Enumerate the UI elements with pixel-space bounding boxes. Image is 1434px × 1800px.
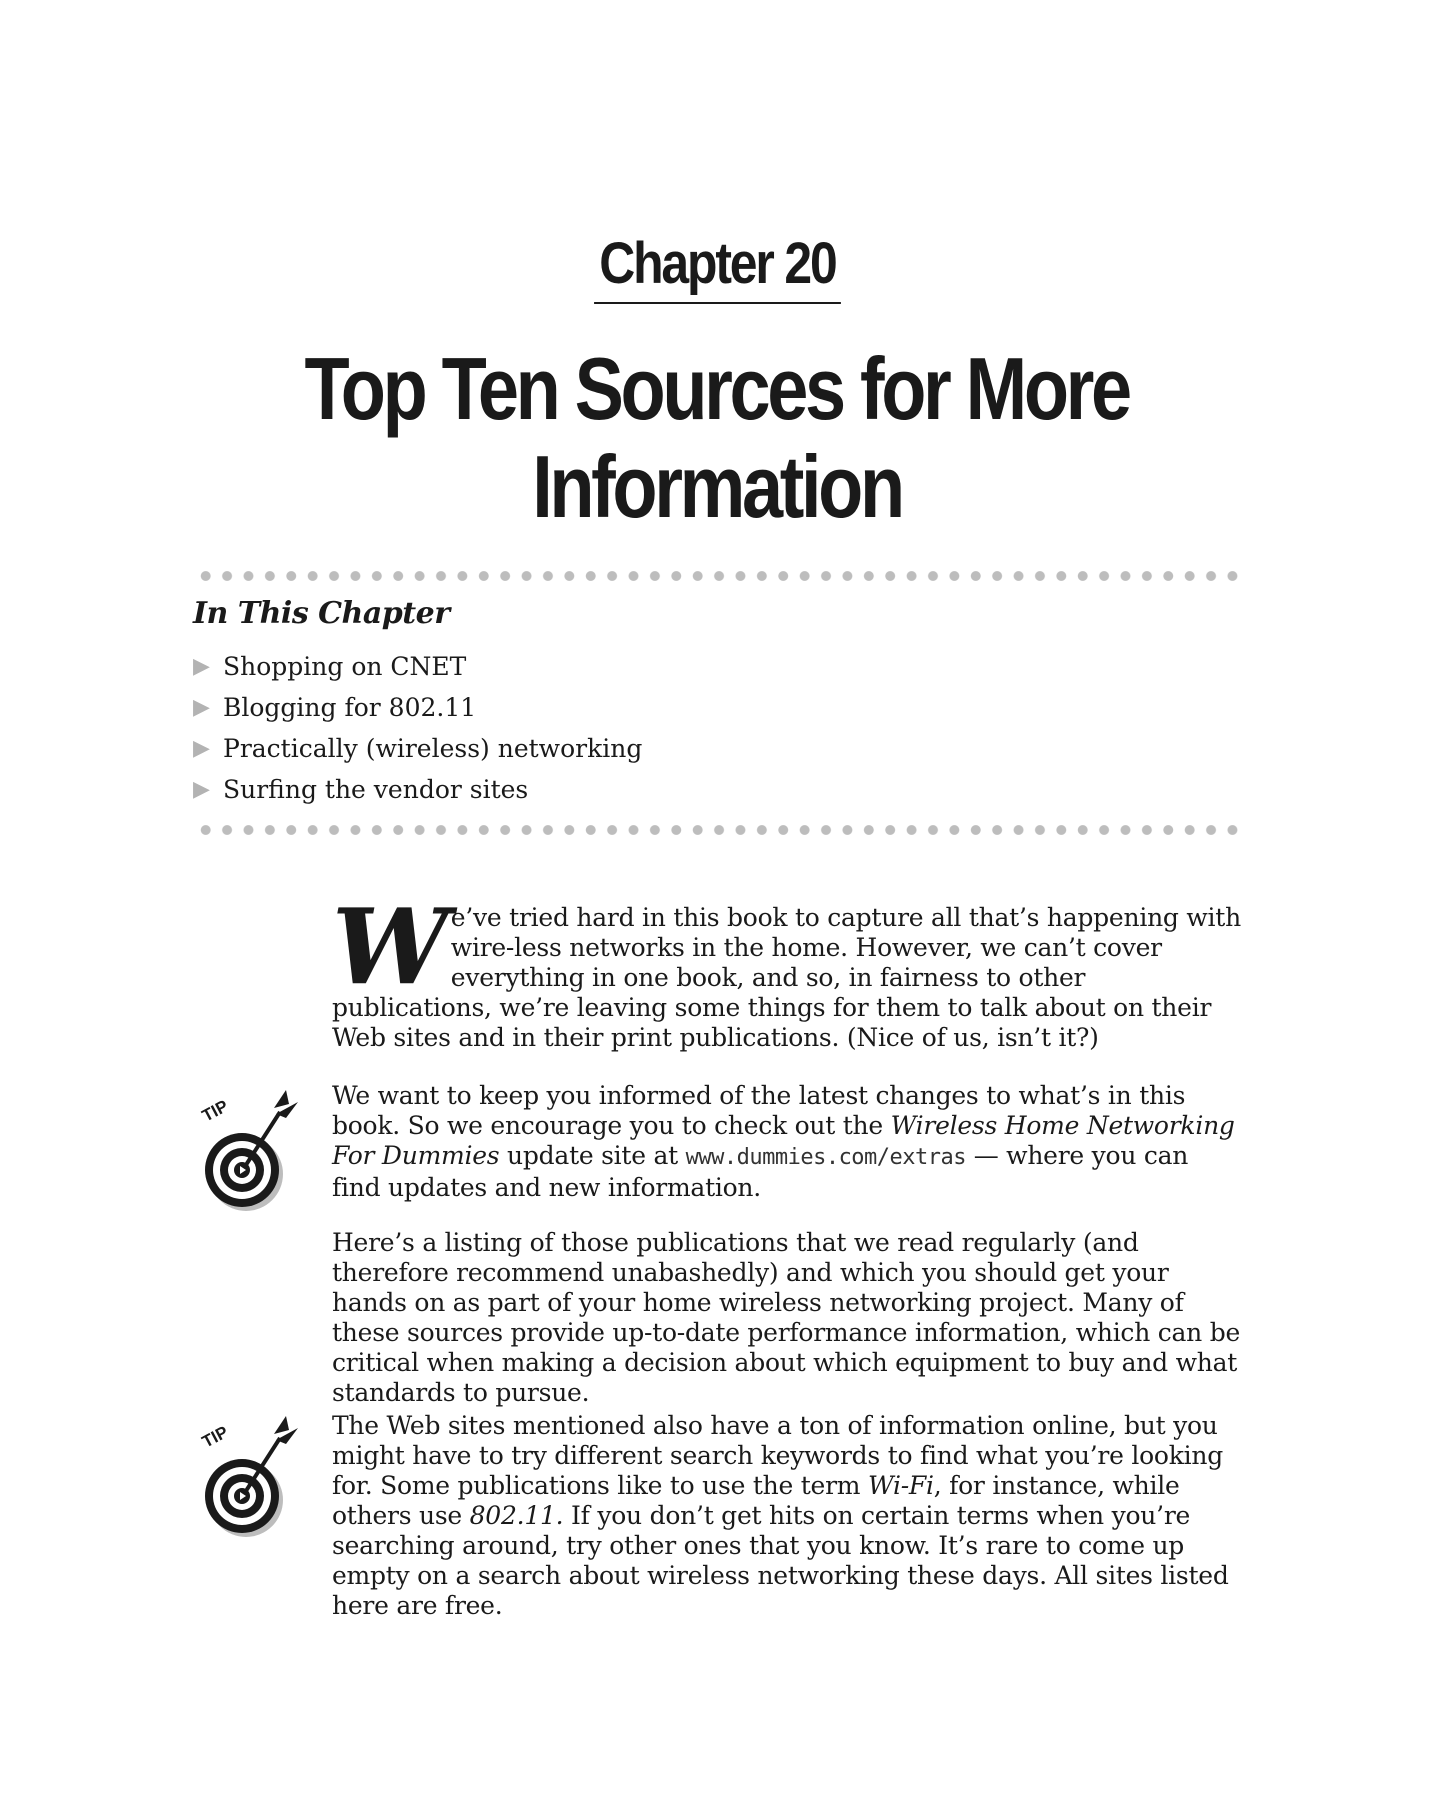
chapter-number-text: Chapter 20	[594, 232, 841, 304]
dotted-divider-bottom	[195, 824, 1242, 836]
update-site-url[interactable]: www.dummies.com/extras	[685, 1145, 967, 1170]
chapter-title	[0, 340, 1434, 536]
list-item	[193, 646, 642, 687]
triangle-bullet-icon: ▶	[193, 736, 210, 761]
intro-text: e’ve tried hard in this book to capture all that’s happening with wire-less networks in the home. However, we can’t cover everything in one book, and so, in fairness to other publications, we’re leaving some things for them to talk about on their Web sites and in their print publications. (Nice of us, isn’t it?)	[332, 903, 1241, 1052]
list-item	[193, 728, 642, 769]
intro-paragraph	[332, 885, 1242, 1053]
tip-label: TIP	[198, 1422, 232, 1452]
triangle-bullet-icon: ▶	[193, 777, 210, 802]
tip2-text-end: If you don’t get hits on certain terms when you’re searching around, try other ones that you know. It’s rare to come up empty on a search about wireless networking these days. All sites listed here are free.	[332, 1501, 1229, 1620]
book-title: Wireless Home Networking For Dummies	[332, 1111, 1235, 1170]
tip1-text-end: — where you can find updates and new information.	[332, 1141, 1189, 1202]
list-item-text: Blogging for 802.11	[223, 693, 477, 722]
dotted-divider-top	[195, 570, 1242, 582]
triangle-bullet-icon: ▶	[193, 695, 210, 720]
tip-paragraph-updates	[332, 1081, 1242, 1203]
list-item-text: Shopping on CNET	[223, 652, 467, 681]
chapter-title-line-2: Information	[532, 437, 902, 536]
list-item-text: Surfing the vendor sites	[223, 775, 529, 804]
chapter-title-line-1: Top Ten Sources for More	[304, 339, 1130, 438]
drop-cap: W	[332, 885, 445, 1008]
triangle-bullet-icon: ▶	[193, 654, 210, 679]
chapter-number	[0, 232, 1434, 304]
tip1-text-mid: update site at	[499, 1141, 686, 1170]
listing-paragraph: Here’s a listing of those publications that we read regularly (and therefore recommend unabashedly) and which you should get your hands on as part of your home wireless networking project. Many of these sources provide up-to-date performance information, which can be critical when making a decision about which equipment to buy and what standards to pursue.	[332, 1228, 1240, 1407]
in-this-chapter-list	[193, 646, 642, 810]
tip1-text-start: We want to keep you informed of the latest changes to what’s in this book. So we encourage you to check out the	[332, 1081, 1186, 1140]
tip2-text-start: The Web sites mentioned also have a ton of information online, but you might have to try different search keywords to find what you’re looking for. Some publications like to use the term	[332, 1411, 1223, 1500]
tip-label: TIP	[198, 1096, 232, 1126]
list-item	[193, 687, 642, 728]
term-80211: 802.11.	[469, 1501, 564, 1530]
tip-paragraph-search	[332, 1411, 1242, 1621]
list-item	[193, 769, 642, 810]
term-wifi: Wi-Fi	[867, 1471, 934, 1500]
in-this-chapter-heading: In This Chapter	[193, 596, 450, 631]
tip2-text-mid: , for instance, while others use	[332, 1471, 1180, 1530]
tip-target-icon	[188, 1408, 308, 1538]
list-item-text: Practically (wireless) networking	[223, 734, 643, 763]
tip-target-icon	[188, 1082, 308, 1212]
